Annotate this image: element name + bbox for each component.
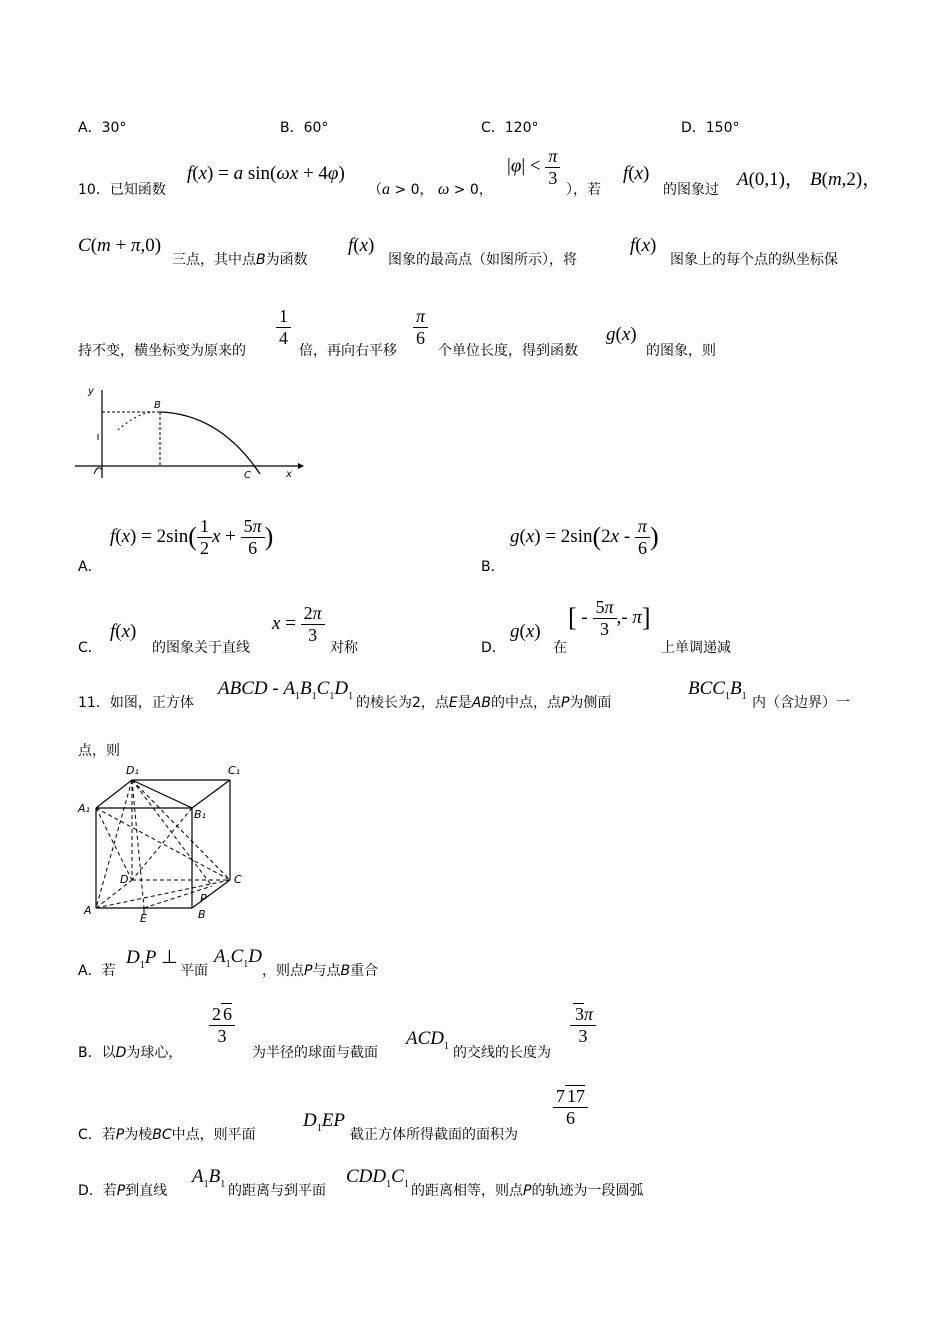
q10-option-c-text-a: 的图象关于直线 [152, 640, 250, 656]
q10-line2-text-d: 图象上的每个点的纵坐标保 [670, 252, 838, 268]
q11-option-c-area: $\frac{7 17}{6}$ [553, 1086, 588, 1128]
q10-point-c: C(m + π,0) [78, 235, 162, 256]
q11-option-d-text-b: 的距离与到平面 [228, 1183, 326, 1199]
q11-option-b-radius: $\frac{2 6}{3}$ [209, 1004, 235, 1046]
q11-option-c-plane: $D_1EP$ [303, 1110, 345, 1134]
q11-option-d-text-a: D．若P到直线 [78, 1183, 168, 1199]
q10-line3-text-d: 的图象，则 [646, 343, 716, 359]
q10-number: 10．已知函数 [78, 182, 166, 198]
q10-line3-text-b: 倍，再向右平移 [299, 343, 397, 359]
q11-option-b-text-a: B．以D为球心， [78, 1045, 183, 1061]
cube-label-b1: B₁ [194, 808, 206, 821]
q11-option-b-length: $\frac{3\pi}{3}$ [570, 1004, 596, 1046]
q9-option-a: A．30° [78, 120, 127, 136]
q10-option-b-formula: g(x) = 2sin(2x - $\frac{\pi}{6}$ ) [510, 516, 659, 558]
q11-option-c-text-a: C．若P为棱BC中点，则平面 [78, 1127, 256, 1143]
q10-gx: g(x) [606, 324, 637, 345]
graph-y-label: y [88, 386, 94, 397]
q9-option-d: D．150° [681, 120, 740, 136]
q10-option-a-formula: f(x) = 2sin( $\frac{1}{2}$ x + $\frac{5\pi}{6}$ ) [110, 516, 274, 558]
q11-option-a-text-a: A．若 [78, 963, 116, 979]
q10-function-graph [70, 378, 305, 488]
q10-passes: 的图象过 [663, 182, 719, 198]
q10-option-c-label: C． [78, 640, 102, 656]
q10-fx-3: f(x) [630, 235, 657, 256]
cube-label-c: C [234, 873, 242, 886]
graph-point-b: B [154, 400, 161, 411]
q10-fx-2: f(x) [348, 235, 375, 256]
q10-option-c-text-b: 对称 [330, 640, 358, 656]
q11-option-b-section: $ACD_1$ [406, 1028, 449, 1052]
q10-line2-text: 三点，其中点B为函数 [172, 252, 308, 268]
cube-label-e: E [140, 912, 147, 922]
q11-option-b-text-c: 的交线的长度为 [453, 1045, 551, 1061]
q10-point-b: B(m,2)， [810, 169, 882, 190]
q10-fraction-pi6: $\frac{\pi}{6}$ [413, 306, 428, 348]
q10-condition: （a > 0， ω > 0， [368, 181, 493, 198]
q11-text-b: 的棱长为2，点E是AB的中点，点P为侧面 [356, 695, 612, 711]
cube-label-c1: C₁ [228, 764, 241, 777]
cube-label-a: A [84, 904, 92, 917]
cube-label-d: D [120, 873, 129, 886]
q10-option-d-interval: [ - $\frac{5\pi}{3}$ ,- π] [568, 597, 651, 639]
q11-text-c: 内（含边界）一 [752, 695, 850, 711]
graph-point-c: C [244, 470, 251, 481]
q11-option-a-d1p: $D_1P$ ⊥ [126, 947, 178, 971]
q10-option-c-fx: f(x) [110, 621, 137, 642]
q10-line3-text-a: 持不变，横坐标变为原来的 [78, 343, 246, 359]
q11-option-d-line: $A_1B_1$ [192, 1166, 226, 1190]
q11-option-c-text-b: 截正方体所得截面的面积为 [350, 1127, 518, 1143]
q10-function-formula: f(x) = a sin(ωx + 4φ) [187, 163, 345, 184]
q11-line2: 点，则 [78, 743, 120, 759]
q11-text-a: 11．如图，正方体 [78, 695, 194, 711]
q11-option-d-plane: $CDD_1C_1$ [346, 1166, 409, 1190]
q11-option-a-text-b: 平面 [180, 963, 208, 979]
cube-label-b: B [198, 908, 206, 921]
q10-option-d-text-a: 在 [553, 640, 567, 656]
graph-x-label: x [286, 469, 292, 480]
q11-cube-name: ABCD - $A_1B_1C_1D_1$ [218, 678, 354, 702]
q10-cond-close: ），若 [566, 182, 601, 198]
q11-face: $BCC_1B_1$ [688, 678, 747, 702]
q10-option-d-gx: g(x) [510, 621, 541, 642]
q10-option-d-text-b: 上单调递减 [661, 640, 731, 656]
q11-option-a-plane: $A_1C_1D$ [214, 946, 263, 970]
q10-line2-text-c: 图象的最高点（如图所示），将 [388, 252, 577, 268]
cube-label-d1: D₁ [126, 764, 139, 777]
q10-option-b-label: B． [481, 559, 505, 575]
q9-option-b: B．60° [280, 120, 329, 136]
q11-option-b-text-b: 为半径的球面与截面 [252, 1045, 378, 1061]
cube-label-p: P [200, 892, 207, 905]
q9-option-c: C．120° [481, 120, 539, 136]
q11-option-a-text-c: ，则点P与点B重合 [262, 963, 379, 979]
q10-option-a-label: A． [78, 559, 102, 575]
q10-fx: f(x) [623, 163, 650, 184]
q10-point-a: A(0,1)， [737, 169, 805, 190]
cube-label-a1: A₁ [78, 802, 90, 815]
q10-option-c-line: x = $\frac{2\pi}{3}$ [272, 603, 325, 645]
q10-option-d-label: D． [481, 640, 506, 656]
q10-fraction-quarter: $\frac{1}{4}$ [276, 306, 291, 348]
q10-phi-bound: |φ| < $\frac{\pi}{3}$ [507, 146, 560, 188]
q11-cube-figure [74, 762, 254, 922]
q10-line3-text-c: 个单位长度，得到函数 [438, 343, 578, 359]
q11-option-d-text-c: 的距离相等，则点P的轨迹为一段圆弧 [411, 1183, 644, 1199]
